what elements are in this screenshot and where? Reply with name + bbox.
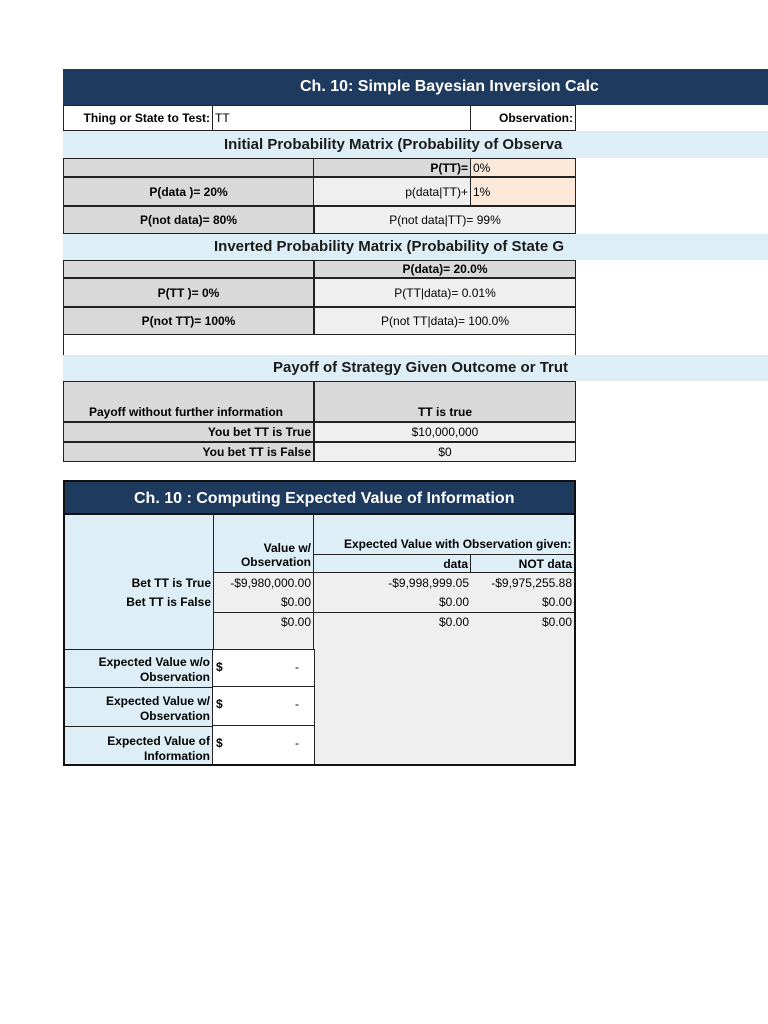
ev-w-label: Expected Value w/ Observation xyxy=(105,694,210,723)
ev-wo-currency: $ xyxy=(216,660,223,674)
tt-is-true-label: TT is true xyxy=(418,405,473,419)
col-not-data-header: NOT data xyxy=(471,555,574,573)
ev-wo-dash: - xyxy=(295,660,299,674)
tt-is-true-cell xyxy=(314,381,576,422)
p-not-tt-given-data-cell: P(not TT|data)= 100.0% xyxy=(314,307,576,335)
calculator-title-bar xyxy=(63,69,768,105)
p-data-cell: P(data )= 20% xyxy=(63,177,314,206)
bet-false-value: $0 xyxy=(314,442,576,462)
calculator-title: Ch. 10: Simple Bayesian Inversion Calc xyxy=(300,78,599,95)
evi-currency: $ xyxy=(216,736,223,750)
row-three-value-obs: $0.00 xyxy=(213,612,314,649)
bet-true-value: $10,000,000 xyxy=(314,422,576,442)
evi-label: Expected Value of Information xyxy=(107,734,210,763)
ev-obs-given-label: Expected Value with Observation given: xyxy=(344,537,572,551)
row-bet-true-not-data: -$9,975,255.88 xyxy=(471,573,574,592)
ev-w-dash: - xyxy=(295,697,299,711)
row-bet-false-not-data: $0.00 xyxy=(471,592,574,612)
evi-dash: - xyxy=(295,736,299,750)
inverted-matrix-title: Inverted Probability Matrix (Probability of State G xyxy=(214,238,565,255)
spacer-row xyxy=(63,335,576,355)
p-tt-inverted-cell: P(TT )= 0% xyxy=(63,278,314,307)
row-bet-true-value-obs: -$9,980,000.00 xyxy=(213,573,314,592)
p-not-data-tt-cell: P(not data|TT)= 99% xyxy=(314,206,576,234)
value-w-obs-cell xyxy=(213,515,314,573)
evi-value-cell xyxy=(213,726,314,764)
evi-title-bar xyxy=(63,480,576,515)
initial-blank-cell xyxy=(63,158,314,177)
p-not-tt-cell: P(not TT)= 100% xyxy=(63,307,314,335)
payoff-title: Payoff of Strategy Given Outcome or Trut xyxy=(273,359,569,376)
evi-label-cell xyxy=(65,726,213,764)
row-three-data: $0.00 xyxy=(314,612,471,649)
p-data-tt-label: p(data|TT)+ xyxy=(314,177,470,206)
ev-wo-label-cell xyxy=(65,649,213,687)
bet-false-label: You bet TT is False xyxy=(63,442,314,462)
initial-matrix-title: Initial Probability Matrix (Probability of Observa xyxy=(224,136,563,153)
row-bet-true-data: -$9,998,999.05 xyxy=(314,573,471,592)
ev-w-currency: $ xyxy=(216,697,223,711)
observation-label: Observation: xyxy=(470,105,576,131)
row-bet-false-value-obs: $0.00 xyxy=(213,592,314,612)
inverted-blank-cell xyxy=(63,260,314,278)
p-data-inverted-cell: P(data)= 20.0% xyxy=(314,260,576,278)
row-bet-false-data: $0.00 xyxy=(314,592,471,612)
p-tt-given-data-cell: P(TT|data)= 0.01% xyxy=(314,278,576,307)
bet-true-label: You bet TT is True xyxy=(63,422,314,442)
p-not-data-cell: P(not data)= 80% xyxy=(63,206,314,234)
evi-lower-area xyxy=(314,649,574,764)
payoff-header xyxy=(63,355,768,381)
ev-w-value-cell xyxy=(213,687,314,726)
initial-matrix-header xyxy=(63,131,768,158)
p-tt-label: P(TT)= xyxy=(314,158,470,177)
row-bet-true-label: Bet TT is True xyxy=(131,575,211,590)
row-three-not-data: $0.00 xyxy=(471,612,574,649)
ev-wo-value-cell xyxy=(213,649,314,687)
inverted-matrix-header xyxy=(63,234,768,260)
thing-value-input[interactable]: TT xyxy=(213,105,470,131)
value-w-obs-label: Value w/ Observation xyxy=(240,541,311,569)
p-tt-input[interactable]: 0% xyxy=(470,158,576,177)
evi-title: Ch. 10 : Computing Expected Value of Information xyxy=(134,490,515,507)
p-data-tt-input[interactable]: 1% xyxy=(470,177,576,206)
payoff-without-label: Payoff without further information xyxy=(89,405,283,419)
ev-w-label-cell xyxy=(65,687,213,726)
col-data-header: data xyxy=(314,555,471,573)
ev-wo-label: Expected Value w/o Observation xyxy=(98,655,210,684)
ev-obs-header xyxy=(314,515,574,555)
thing-label: Thing or State to Test: xyxy=(63,105,213,131)
row-bet-false-label: Bet TT is False xyxy=(126,595,211,609)
payoff-without-cell xyxy=(63,381,314,422)
